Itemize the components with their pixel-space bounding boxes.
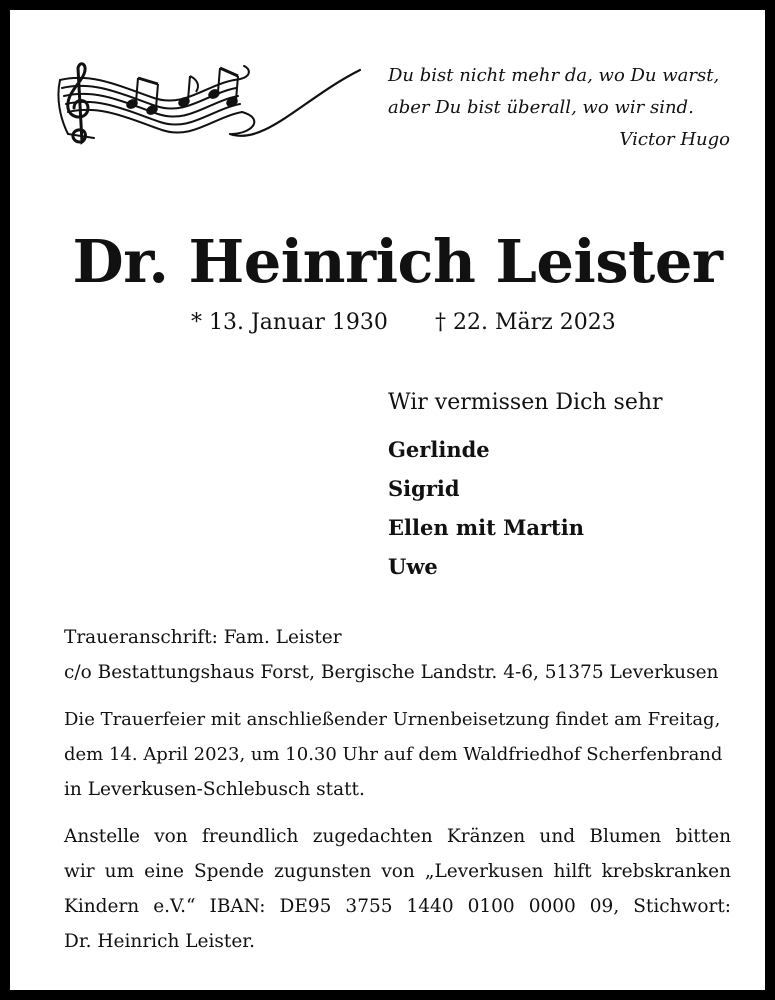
family-member: Gerlinde [388,437,490,462]
ceremony-line-1: Die Trauerfeier mit anschließender Urnenbeisetzung findet am Freitag, [64,709,721,730]
donation-line-4: Dr. Heinrich Leister. [64,931,255,952]
family-member: Sigrid [388,476,460,501]
miss-text: Wir vermissen Dich sehr [388,390,663,415]
birth-date: * 13. Januar 1930 [191,310,388,335]
quote-block [388,60,730,156]
address-line-2: c/o Bestattungshaus Forst, Bergische Landstr. 4-6, 51375 Leverkusen [64,662,719,683]
address-paragraph [64,620,731,690]
donation-paragraph [64,819,731,959]
death-date: † 22. März 2023 [435,310,616,335]
quote-line-1: Du bist nicht mehr da, wo Du warst, [388,65,720,86]
address-line-1: Traueranschrift: Fam. Leister [64,627,342,648]
donation-line-3: Kindern e.V.“ IBAN: DE95 3755 1440 0100 0000 09, Stichwort: [64,896,731,917]
ceremony-paragraph [64,702,731,807]
ceremony-line-3: in Leverkusen-Schlebusch statt. [64,779,365,800]
ceremony-line-2: dem 14. April 2023, um 10.30 Uhr auf dem Waldfriedhof Scherfenbrand [64,744,723,765]
info-block [64,620,731,971]
donation-line-2: wir um eine Spende zugunsten von „Leverkusen hilft krebskranken [64,861,731,882]
deceased-name: Dr. Heinrich Leister [72,227,723,296]
family-member: Ellen mit Martin [388,515,584,540]
music-notes-icon [54,58,364,148]
quote-author: Victor Hugo [619,129,730,150]
family-member: Uwe [388,554,438,579]
quote-line-2: aber Du bist überall, wo wir sind. [388,97,694,118]
donation-line-1: Anstelle von freundlich zugedachten Kränzen und Blumen bitten [64,826,731,847]
family-block [388,386,748,586]
